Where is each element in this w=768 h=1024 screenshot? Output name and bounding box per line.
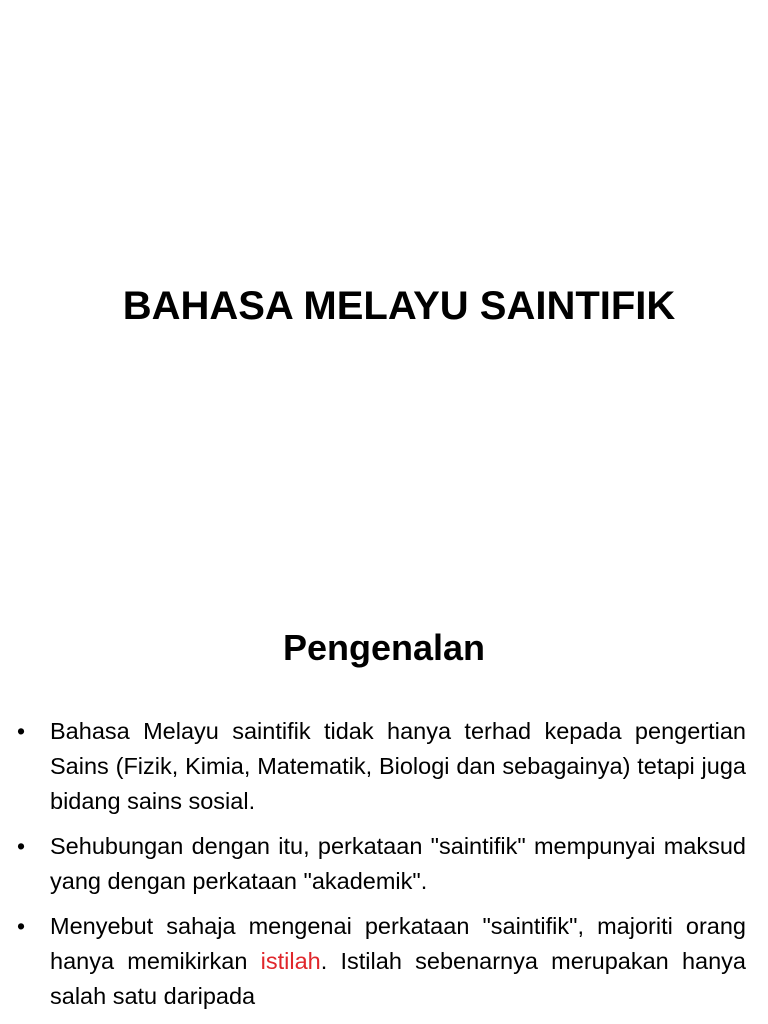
bullet-icon: • [17,913,26,939]
bullet-list [0,714,768,1024]
bullet-item [0,714,768,819]
bullet-text: Bahasa Melayu saintifik tidak hanya terhad kepada pengertian Sains (Fizik, Kimia, Matematik, Biologi dan sebagainya) tetapi juga bidang sains sosial. [50,718,746,814]
bullet-text: Sehubungan dengan itu, perkataan "saintifik" mempunyai maksud yang dengan perkataan "akademik". [50,833,746,894]
content-slide [0,590,768,1024]
bullet-text-before: Menyebut sahaja mengenai perkataan "saintifik", majoriti orang hanya memikirkan [50,913,746,974]
main-title: BAHASA MELAYU SAINTIFIK [122,284,676,328]
section-title: Pengenalan [282,627,486,668]
bullet-text-after: . Istilah sebenarnya merupakan hanya salah satu daripada [50,948,747,1009]
bullet-icon: • [17,718,26,744]
highlighted-term: istilah [260,948,321,974]
bullet-icon: • [17,833,26,859]
bullet-item [0,909,768,1014]
bullet-item [0,829,768,899]
